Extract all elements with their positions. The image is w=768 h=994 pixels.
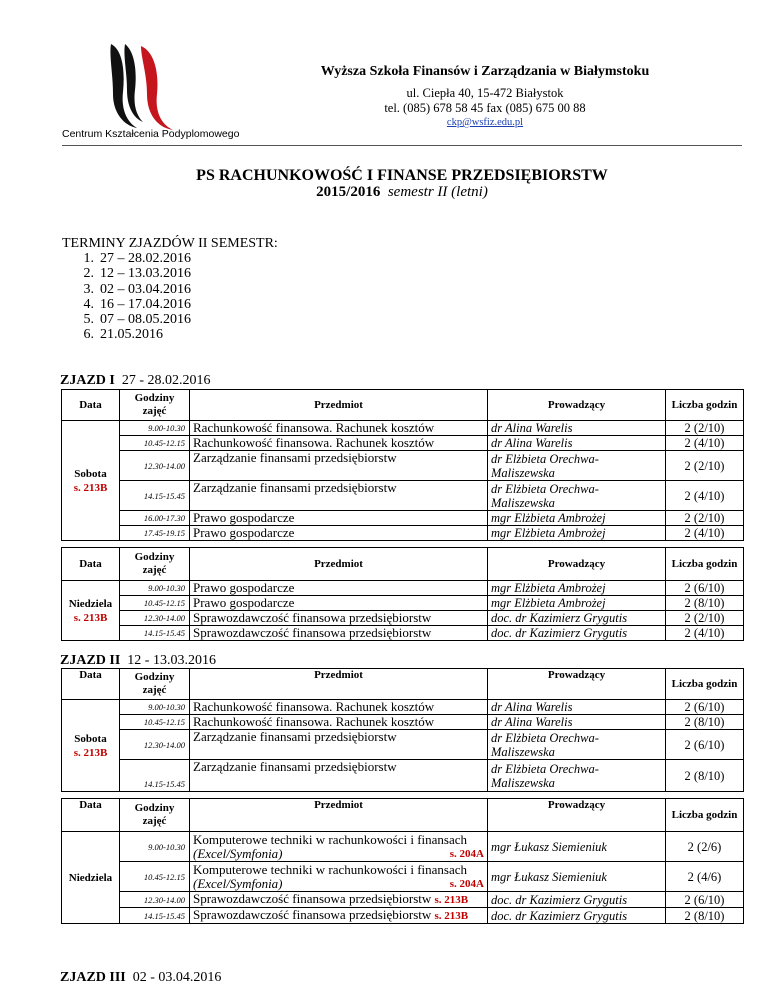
schedule-table-zjazd-2-saturday xyxy=(61,668,744,792)
table-cell: Zarządzanie finansami przedsiębiorstw xyxy=(190,760,488,792)
table-cell: 2 (6/10) xyxy=(666,730,744,760)
schedule-table-zjazd-1-saturday xyxy=(61,389,744,541)
subject-cell: Komputerowe techniki w rachunkowości i finansach (Excel/Symfonia) s. 204A xyxy=(190,832,488,862)
table-cell: dr Elżbieta Orechwa-Maliszewska xyxy=(488,481,666,511)
table-cell: doc. dr Kazimierz Grygutis xyxy=(488,908,666,924)
table-cell: doc. dr Kazimierz Grygutis xyxy=(488,626,666,641)
subject-cell: Sprawozdawczość finansowa przedsiębiorstw s. 213B xyxy=(190,908,488,924)
table-row xyxy=(62,760,744,792)
table-cell: 2 (4/6) xyxy=(666,862,744,892)
table-cell: Rachunkowość finansowa. Rachunek kosztów xyxy=(190,421,488,436)
zjazd-1-heading: ZJAZD I 27 - 28.02.2016 xyxy=(60,373,211,388)
table-cell: mgr Elżbieta Ambrożej xyxy=(488,511,666,526)
table-cell: dr Alina Warelis xyxy=(488,700,666,715)
table-cell: 2 (4/10) xyxy=(666,481,744,511)
table-row xyxy=(62,596,744,611)
table-cell: mgr Elżbieta Ambrożej xyxy=(488,526,666,541)
table-row xyxy=(62,626,744,641)
table-row xyxy=(62,611,744,626)
table-cell: Sprawozdawczość finansowa przedsiębiorstw xyxy=(190,626,488,641)
semester-label: semestr II (letni) xyxy=(387,184,488,200)
table-row xyxy=(62,862,744,892)
schedule-table-zjazd-1-sunday xyxy=(61,547,744,641)
table-row xyxy=(62,581,744,596)
school-email-link[interactable]: ckp@wsfiz.edu.pl xyxy=(446,117,524,128)
table-cell: Godziny zajęć xyxy=(120,799,190,832)
table-cell: 10.45-12.15 xyxy=(120,436,190,451)
table-row xyxy=(62,908,744,924)
table-cell: dr Elżbieta Orechwa-Maliszewska xyxy=(488,760,666,792)
table-cell: dr Alina Warelis xyxy=(488,421,666,436)
table-cell: 2 (8/10) xyxy=(666,715,744,730)
table-row xyxy=(62,730,744,760)
table-cell: 2 (2/10) xyxy=(666,421,744,436)
table-cell: Data xyxy=(62,799,120,832)
table-cell: Godziny zajęć xyxy=(120,548,190,581)
table-cell: 2 (8/10) xyxy=(666,596,744,611)
table-cell: Prowadzący xyxy=(488,799,666,832)
zjazd-2-heading: ZJAZD II 12 - 13.03.2016 xyxy=(60,653,216,668)
table-cell: Przedmiot xyxy=(190,548,488,581)
list-item: 6. 21.05.2016 xyxy=(83,327,163,343)
table-cell: mgr Łukasz Siemieniuk xyxy=(488,862,666,892)
table-cell: dr Elżbieta Orechwa-Maliszewska xyxy=(488,730,666,760)
table-cell: Przedmiot xyxy=(190,669,488,700)
logo-caption: Centrum Kształcenia Podyplomowego xyxy=(62,128,240,140)
table-cell: 14.15-15.45 xyxy=(120,908,190,924)
table-cell: Rachunkowość finansowa. Rachunek kosztów xyxy=(190,436,488,451)
table-row xyxy=(62,700,744,715)
table-cell: 2 (6/10) xyxy=(666,581,744,596)
table-cell: 2 (6/10) xyxy=(666,700,744,715)
table-row xyxy=(62,832,744,862)
table-cell: Prawo gospodarcze xyxy=(190,581,488,596)
table-cell: Prawo gospodarcze xyxy=(190,596,488,611)
table-cell: 12.30-14.00 xyxy=(120,451,190,481)
school-phone: tel. (085) 678 58 45 fax (085) 675 00 88 xyxy=(384,101,586,115)
day-cell: Niedziela s. 213B xyxy=(62,581,120,641)
table-cell: Prowadzący xyxy=(488,669,666,700)
table-cell: 14.15-15.45 xyxy=(120,626,190,641)
table-cell: 17.45-19.15 xyxy=(120,526,190,541)
terms-list xyxy=(62,251,191,343)
table-cell: Prawo gospodarcze xyxy=(190,526,488,541)
table-cell: dr Alina Warelis xyxy=(488,715,666,730)
table-cell: mgr Elżbieta Ambrożej xyxy=(488,596,666,611)
table-cell: mgr Elżbieta Ambrożej xyxy=(488,581,666,596)
day-cell: Sobota s. 213B xyxy=(62,700,120,792)
table-cell: Liczba godzin xyxy=(666,799,744,832)
table-cell: Zarządzanie finansami przedsiębiorstw xyxy=(190,481,488,511)
terms-heading: TERMINY ZJAZDÓW II SEMESTR: xyxy=(62,236,278,251)
table-cell: 2 (2/10) xyxy=(666,511,744,526)
table-cell: 2 (6/10) xyxy=(666,892,744,908)
table-cell: 16.00-17.30 xyxy=(120,511,190,526)
table-header-row xyxy=(62,799,744,832)
col-header-count: Liczba godzin xyxy=(666,390,744,421)
table-cell: doc. dr Kazimierz Grygutis xyxy=(488,892,666,908)
table-cell: Rachunkowość finansowa. Rachunek kosztów xyxy=(190,700,488,715)
logo-black-stroke-2 xyxy=(124,44,143,122)
table-cell: Data xyxy=(62,548,120,581)
col-header-data: Data xyxy=(62,390,120,421)
table-cell: 12.30-14.00 xyxy=(120,730,190,760)
table-header-row xyxy=(62,669,744,700)
list-item: 5. 07 – 08.05.2016 xyxy=(83,312,191,328)
table-cell: 10.45-12.15 xyxy=(120,596,190,611)
table-cell: 2 (2/10) xyxy=(666,611,744,626)
table-cell: 2 (4/10) xyxy=(666,436,744,451)
table-cell: Prawo gospodarcze xyxy=(190,511,488,526)
day-cell: Sobota s. 213B xyxy=(62,421,120,541)
table-cell: doc. dr Kazimierz Grygutis xyxy=(488,611,666,626)
table-cell: Godziny zajęć xyxy=(120,669,190,700)
logo-red-stroke xyxy=(141,46,173,130)
table-cell: 9.00-10.30 xyxy=(120,832,190,862)
table-row xyxy=(62,511,744,526)
table-cell: 14.15-15.45 xyxy=(120,760,190,792)
table-cell: 2 (4/10) xyxy=(666,526,744,541)
table-cell: mgr Łukasz Siemieniuk xyxy=(488,832,666,862)
table-cell: 2 (2/10) xyxy=(666,451,744,481)
col-header-hours: Godziny zajęć xyxy=(120,390,190,421)
list-item: 4. 16 – 17.04.2016 xyxy=(83,296,191,312)
table-header-row xyxy=(62,548,744,581)
school-name: Wyższa Szkoła Finansów i Zarządzania w Białymstoku xyxy=(320,64,650,79)
page-title: PS RACHUNKOWOŚĆ I FINANSE PRZEDSIĘBIORSTW xyxy=(196,167,608,184)
table-cell: 2 (2/6) xyxy=(666,832,744,862)
table-cell: 10.45-12.15 xyxy=(120,715,190,730)
table-cell: Przedmiot xyxy=(190,799,488,832)
table-row xyxy=(62,451,744,481)
table-cell: 2 (4/10) xyxy=(666,626,744,641)
table-cell: 10.45-12.15 xyxy=(120,862,190,892)
table-row xyxy=(62,481,744,511)
table-header-row xyxy=(62,390,744,421)
table-cell: dr Elżbieta Orechwa-Maliszewska xyxy=(488,451,666,481)
table-row xyxy=(62,892,744,908)
table-row xyxy=(62,715,744,730)
list-item: 2. 12 – 13.03.2016 xyxy=(83,266,191,282)
table-cell: Data xyxy=(62,669,120,700)
table-row xyxy=(62,436,744,451)
table-cell: Zarządzanie finansami przedsiębiorstw xyxy=(190,451,488,481)
table-cell: 12.30-14.00 xyxy=(120,611,190,626)
table-cell: 9.00-10.30 xyxy=(120,421,190,436)
table-cell: 2 (8/10) xyxy=(666,908,744,924)
page-subtitle xyxy=(62,184,742,201)
list-item: 3. 02 – 03.04.2016 xyxy=(83,281,191,297)
col-header-teacher: Prowadzący xyxy=(488,390,666,421)
header-divider xyxy=(62,145,742,146)
table-cell: 14.15-15.45 xyxy=(120,481,190,511)
table-cell: 9.00-10.30 xyxy=(120,581,190,596)
day-cell: Niedziela xyxy=(62,832,120,924)
schedule-table-zjazd-2-sunday xyxy=(61,798,744,924)
zjazd-3-heading: ZJAZD III 02 - 03.04.2016 xyxy=(60,970,222,985)
subject-cell: Sprawozdawczość finansowa przedsiębiorstw s. 213B xyxy=(190,892,488,908)
table-cell: Zarządzanie finansami przedsiębiorstw xyxy=(190,730,488,760)
table-cell: Liczba godzin xyxy=(666,548,744,581)
academic-year: 2015/2016 xyxy=(316,184,381,200)
table-cell: Prowadzący xyxy=(488,548,666,581)
table-cell: 12.30-14.00 xyxy=(120,892,190,908)
list-item: 1. 27 – 28.02.2016 xyxy=(83,251,191,266)
wsfiz-logo xyxy=(103,42,175,132)
table-cell: Rachunkowość finansowa. Rachunek kosztów xyxy=(190,715,488,730)
table-cell: Liczba godzin xyxy=(666,669,744,700)
table-row xyxy=(62,421,744,436)
col-header-subject: Przedmiot xyxy=(190,390,488,421)
table-cell: Sprawozdawczość finansowa przedsiębiorstw xyxy=(190,611,488,626)
school-address: ul. Ciepła 40, 15-472 Białystok xyxy=(406,86,564,100)
table-cell: 9.00-10.30 xyxy=(120,700,190,715)
table-cell: dr Alina Warelis xyxy=(488,436,666,451)
subject-cell: Komputerowe techniki w rachunkowości i finansach (Excel/Symfonia) s. 204A xyxy=(190,862,488,892)
table-row xyxy=(62,526,744,541)
table-cell: 2 (8/10) xyxy=(666,760,744,792)
